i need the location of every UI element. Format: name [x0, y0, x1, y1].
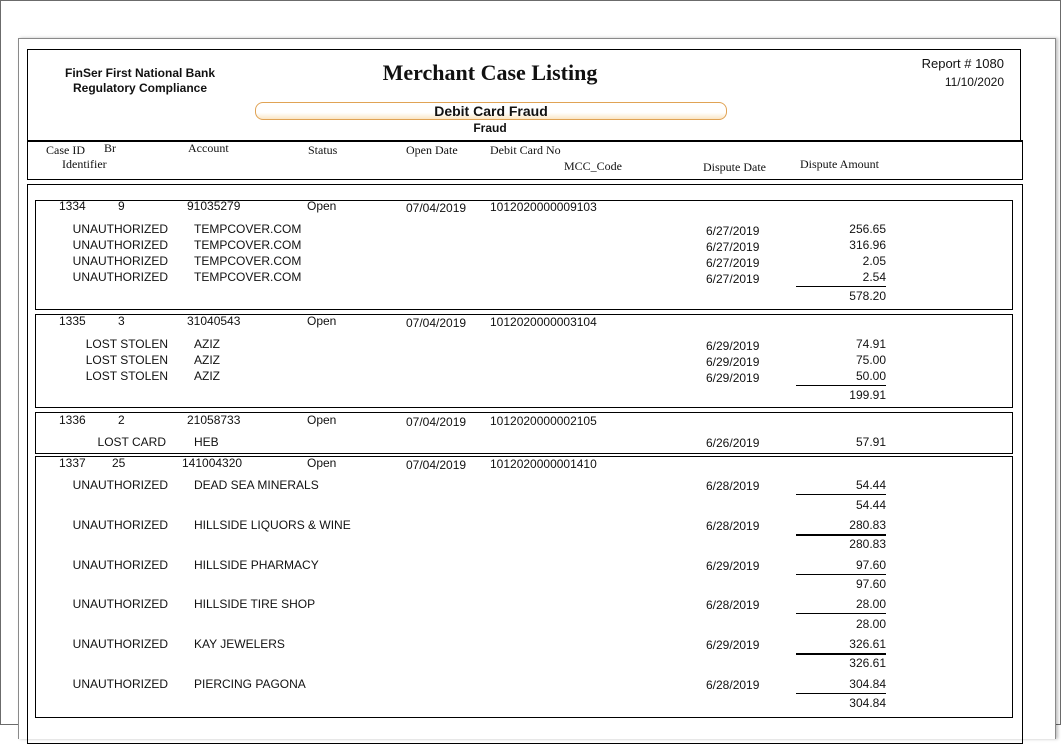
item-merchant: HEB	[194, 435, 219, 449]
case-status: Open	[307, 314, 337, 328]
item-identifier: UNAUTHORIZED	[72, 478, 168, 492]
item-dispute-date: 6/29/2019	[706, 559, 760, 573]
item-identifier: UNAUTHORIZED	[72, 238, 168, 252]
item-merchant: PIERCING PAGONA	[194, 677, 306, 691]
item-merchant: KAY JEWELERS	[194, 637, 285, 651]
item-dispute-amount: 326.61	[849, 637, 886, 651]
case-branch: 3	[118, 314, 125, 328]
case-open-date: 07/04/2019	[406, 458, 467, 472]
report-date: 11/10/2020	[944, 75, 1004, 89]
case-total: 578.20	[849, 289, 886, 303]
item-dispute-date: 6/28/2019	[706, 519, 760, 533]
case-total: 199.91	[849, 388, 886, 402]
item-dispute-amount: 97.60	[855, 558, 886, 572]
report-title: Merchant Case Listing	[382, 60, 598, 85]
item-merchant: TEMPCOVER.COM	[194, 238, 302, 252]
item-dispute-date: 6/26/2019	[706, 436, 760, 450]
item-subtotal: 326.61	[849, 656, 886, 670]
item-dispute-amount: 54.44	[855, 478, 886, 492]
case-account: 21058733	[187, 413, 241, 427]
subtotal-rule	[796, 574, 886, 575]
case-status: Open	[307, 413, 337, 427]
item-merchant: TEMPCOVER.COM	[194, 222, 302, 236]
case-status: Open	[307, 199, 337, 213]
case-id: 1334	[59, 199, 86, 213]
col-mcc-code: MCC_Code	[564, 159, 623, 173]
col-dispute-amount: Dispute Amount	[800, 157, 880, 171]
item-merchant: AZIZ	[194, 353, 220, 367]
item-dispute-amount: 2.54	[862, 270, 886, 284]
item-merchant: TEMPCOVER.COM	[194, 270, 302, 284]
item-identifier: LOST STOLEN	[85, 369, 168, 383]
item-merchant: DEAD SEA MINERALS	[194, 478, 319, 492]
case-open-date: 07/04/2019	[406, 201, 467, 215]
item-subtotal: 54.44	[855, 498, 886, 512]
item-merchant: AZIZ	[194, 337, 220, 351]
item-dispute-date: 6/28/2019	[706, 598, 760, 612]
item-identifier: UNAUTHORIZED	[72, 597, 168, 611]
item-dispute-amount: 74.91	[855, 337, 886, 351]
item-dispute-date: 6/27/2019	[706, 256, 760, 270]
report-number: Report # 1080	[921, 56, 1004, 71]
case-open-date: 07/04/2019	[406, 316, 467, 330]
item-identifier: UNAUTHORIZED	[72, 677, 168, 691]
col-case-id: Case ID	[46, 143, 85, 157]
case-id: 1335	[59, 314, 86, 328]
subtotal-rule	[796, 693, 886, 694]
item-merchant: HILLSIDE TIRE SHOP	[194, 597, 316, 611]
item-dispute-amount: 75.00	[855, 353, 886, 367]
category-banner: Debit Card Fraud	[255, 102, 727, 120]
item-subtotal: 28.00	[855, 617, 886, 631]
col-identifier: Identifier	[62, 157, 107, 171]
item-subtotal: 280.83	[849, 537, 886, 551]
category-subtitle: Fraud	[473, 121, 507, 135]
item-dispute-amount: 57.91	[855, 435, 886, 449]
total-rule	[796, 385, 886, 386]
subtotal-rule	[796, 653, 886, 655]
case-status: Open	[307, 456, 337, 470]
item-dispute-date: 6/29/2019	[706, 355, 760, 369]
case-account: 141004320	[182, 456, 243, 470]
item-identifier: UNAUTHORIZED	[72, 518, 168, 532]
case-id: 1337	[59, 456, 86, 470]
case-account: 31040543	[187, 314, 241, 328]
item-identifier: UNAUTHORIZED	[72, 558, 168, 572]
item-dispute-date: 6/29/2019	[706, 638, 760, 652]
item-merchant: AZIZ	[194, 369, 220, 383]
item-dispute-amount: 304.84	[849, 677, 886, 691]
item-subtotal: 97.60	[855, 577, 886, 591]
item-dispute-amount: 2.05	[862, 254, 886, 268]
subtotal-rule	[796, 613, 886, 614]
case-branch: 25	[112, 456, 126, 470]
col-status: Status	[308, 143, 338, 157]
org-name: FinSer First National Bank	[64, 66, 216, 80]
col-branch: Br	[104, 141, 116, 155]
item-identifier: UNAUTHORIZED	[72, 270, 168, 284]
subtotal-rule	[796, 494, 886, 495]
item-dispute-amount: 316.96	[849, 238, 886, 252]
case-card-no: 1012020000002105	[490, 414, 597, 428]
item-identifier: LOST CARD	[97, 435, 166, 449]
col-dispute-date: Dispute Date	[703, 160, 766, 174]
item-dispute-amount: 280.83	[849, 518, 886, 532]
case-branch: 9	[118, 199, 125, 213]
case-id: 1336	[59, 413, 86, 427]
item-identifier: UNAUTHORIZED	[72, 222, 168, 236]
subtotal-rule	[796, 534, 886, 536]
case-account: 91035279	[187, 199, 241, 213]
col-debit-card-no: Debit Card No	[490, 143, 561, 157]
item-dispute-date: 6/29/2019	[706, 339, 760, 353]
item-subtotal: 304.84	[849, 696, 886, 710]
item-dispute-date: 6/29/2019	[706, 371, 760, 385]
item-identifier: LOST STOLEN	[85, 337, 168, 351]
col-account: Account	[188, 141, 229, 155]
item-merchant: HILLSIDE PHARMACY	[194, 558, 319, 572]
item-dispute-date: 6/28/2019	[706, 678, 760, 692]
case-card-no: 1012020000009103	[490, 200, 597, 214]
item-dispute-amount: 256.65	[849, 222, 886, 236]
case-card-no: 1012020000003104	[490, 315, 597, 329]
item-dispute-date: 6/28/2019	[706, 479, 760, 493]
item-dispute-amount: 28.00	[855, 597, 886, 611]
item-dispute-date: 6/27/2019	[706, 272, 760, 286]
item-identifier: UNAUTHORIZED	[72, 637, 168, 651]
item-merchant: HILLSIDE LIQUORS & WINE	[194, 518, 351, 532]
item-identifier: LOST STOLEN	[85, 353, 168, 367]
item-dispute-date: 6/27/2019	[706, 224, 760, 238]
org-department: Regulatory Compliance	[72, 81, 208, 95]
case-branch: 2	[118, 413, 125, 427]
total-rule	[796, 286, 886, 287]
col-open-date: Open Date	[406, 143, 458, 157]
item-merchant: TEMPCOVER.COM	[194, 254, 302, 268]
item-identifier: UNAUTHORIZED	[72, 254, 168, 268]
case-card-no: 1012020000001410	[490, 457, 597, 471]
item-dispute-amount: 50.00	[855, 369, 886, 383]
case-open-date: 07/04/2019	[406, 415, 467, 429]
item-dispute-date: 6/27/2019	[706, 240, 760, 254]
